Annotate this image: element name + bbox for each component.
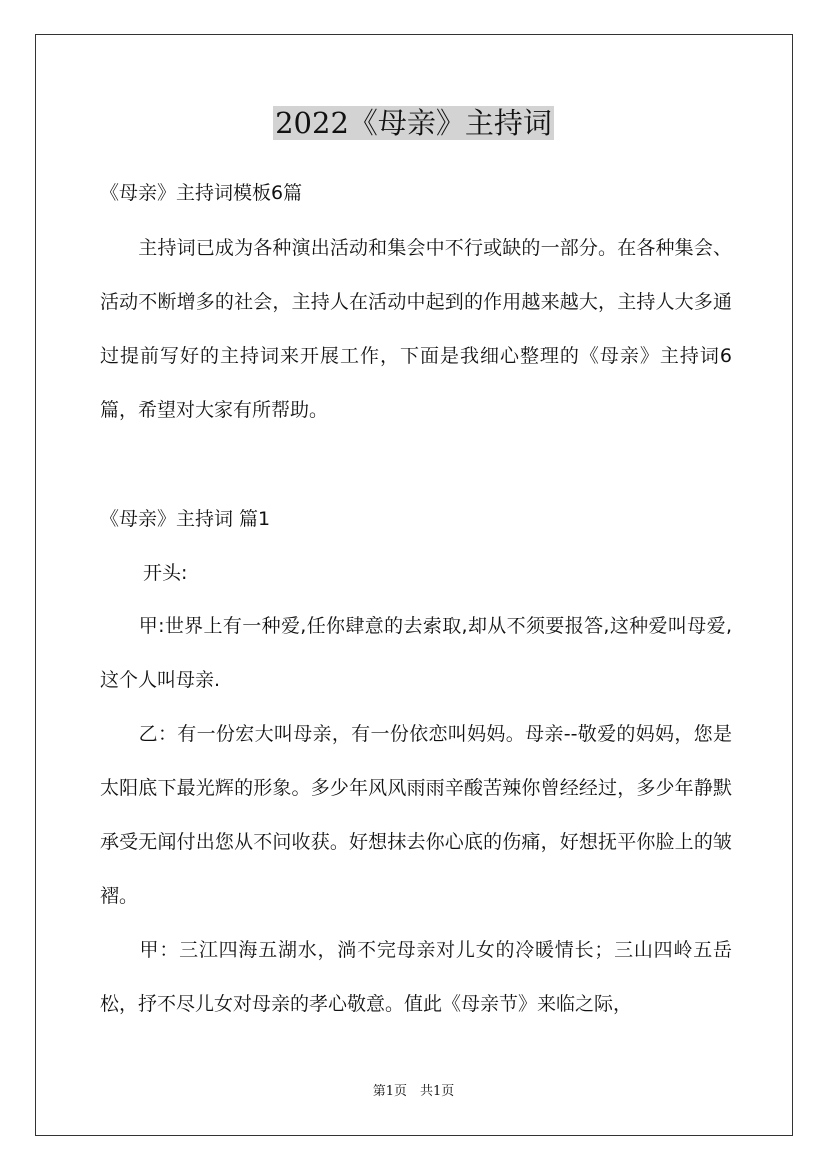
paragraph-jia-1: 甲:世界上有一种爱,任你肆意的去索取,却从不须要报答,这种爱叫母爱,这个人叫母亲.	[100, 615, 732, 691]
intro-paragraph: 主持词已成为各种演出活动和集会中不行或缺的一部分。在各种集会、活动不断增多的社会，主持人在活动中起到的作用越来越大，主持人大多通过提前写好的主持词来开展工作，下面是我细心整理的《母亲》主持词6篇，希望对大家有所帮助。	[100, 237, 732, 421]
paragraph-jia-2: 甲：三江四海五湖水，淌不完母亲对儿女的冷暖情长；三山四岭五岳松，抒不尽儿女对母亲的孝心敬意。值此《母亲节》来临之际，	[100, 939, 732, 1015]
page-footer: 第1页 共1页	[372, 1084, 455, 1099]
document-title-text: 2022《母亲》主持词	[275, 106, 552, 140]
section-heading: 《母亲》主持词 篇1	[100, 508, 271, 530]
document-title	[0, 103, 827, 143]
document-subtitle: 《母亲》主持词模板6篇	[100, 182, 303, 204]
opening-label: 开头:	[143, 562, 188, 584]
paragraph-yi-1: 乙：有一份宏大叫母亲，有一份依恋叫妈妈。母亲--敬爱的妈妈，您是太阳底下最光辉的形象。多少年风风雨雨辛酸苦辣你曾经经过，多少年静默承受无闻付出您从不问收获。好想抹去你心底的伤痛，好想抚平你脸上的皱褶。	[100, 723, 732, 907]
